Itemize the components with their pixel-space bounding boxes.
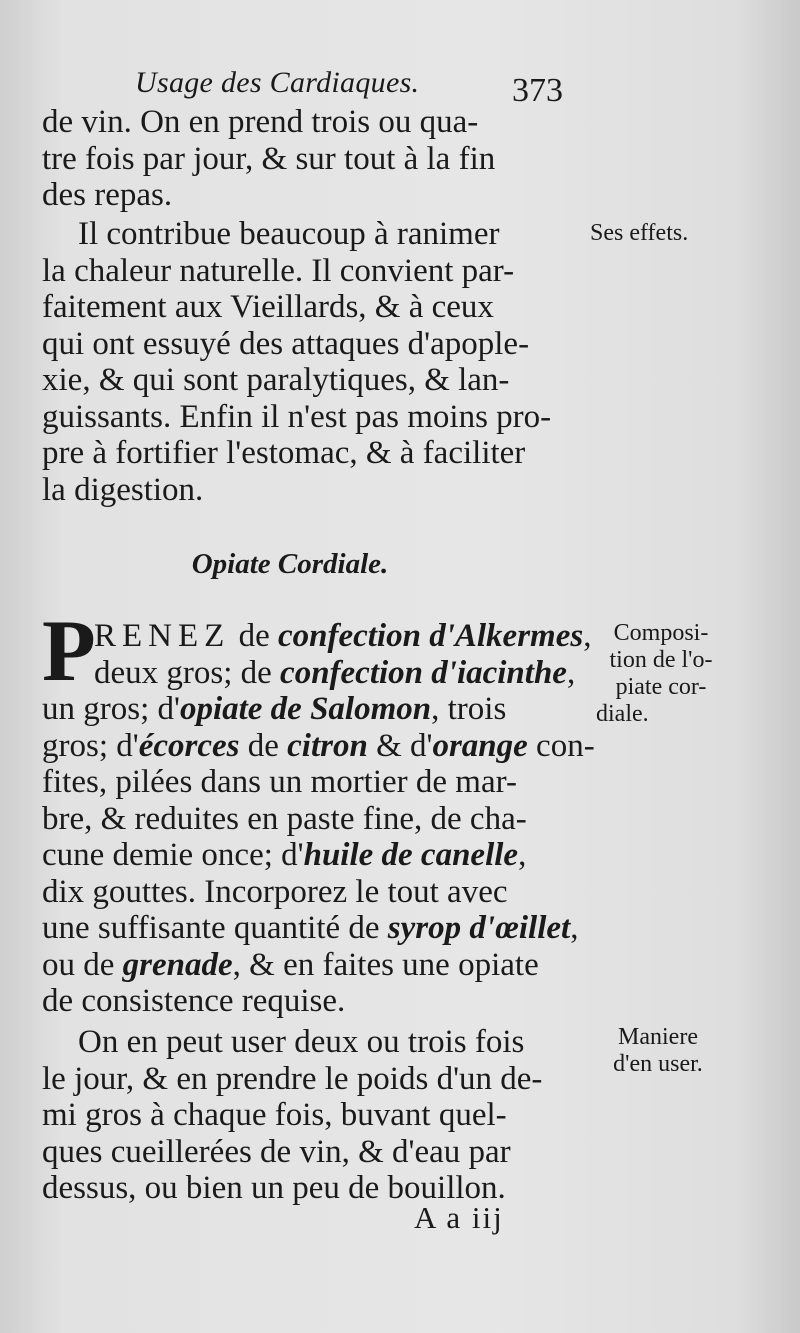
margin-note-line: tion de l'o- <box>609 647 713 673</box>
text-line: le jour, & en prendre le poids d'un de- <box>42 1060 543 1097</box>
text-line: fites, pilées dans un mortier de mar- <box>42 764 517 800</box>
ingredient: confection d'iacinthe <box>280 654 567 691</box>
running-header-title: Usage des Cardiaques. <box>135 66 420 99</box>
text-run: une suffisante quantité de <box>42 910 388 946</box>
ingredient: syrop d'œillet <box>387 910 571 946</box>
section-title: Opiate Cordiale. <box>191 548 389 580</box>
text-run: , <box>518 837 527 873</box>
text-line: guissants. Enfin il n'est pas moins pro- <box>42 398 552 435</box>
text-line: tre fois par jour, & sur tout à la fin <box>42 140 496 177</box>
text-line: dix gouttes. Incorporez le tout avec <box>42 873 508 910</box>
margin-note-line: d'en user. <box>613 1051 703 1077</box>
recipe-paragraph <box>42 618 595 1020</box>
margin-note-effets <box>590 220 688 247</box>
text-line <box>42 947 590 984</box>
ingredient: grenade <box>122 946 233 983</box>
text-line: la chaleur naturelle. Il convient par- <box>42 252 515 289</box>
text-run: un gros; d' <box>42 691 180 727</box>
margin-note-line: diale. <box>596 701 649 727</box>
margin-note-line: piate cor- <box>615 674 707 700</box>
text-line: On en peut user deux ou trois fois <box>78 1024 525 1060</box>
drop-cap: P <box>42 603 96 700</box>
page-number: 373 <box>512 72 563 109</box>
text-line: dessus, ou bien un peu de bouillon. <box>42 1170 506 1206</box>
paragraph-2 <box>42 216 590 508</box>
ingredient: citron <box>287 727 368 764</box>
text-run: , <box>566 654 576 691</box>
text-run: con- <box>527 727 595 764</box>
margin-note-line: Maniere <box>618 1024 698 1050</box>
text-run: , & en faites une opiate <box>232 946 539 983</box>
text-line <box>42 837 590 874</box>
text-line: bre, & reduites en paste fine, de cha- <box>42 800 527 837</box>
ingredient: orange <box>432 727 528 764</box>
paragraph-1 <box>42 104 590 214</box>
ingredient: confection d'Alkermes <box>277 618 584 654</box>
text-line: de vin. On en prend trois ou qua- <box>42 104 479 140</box>
text-line <box>42 910 590 947</box>
text-run: cune demie once; d' <box>42 837 304 873</box>
text-line: de consistence requise. <box>42 983 346 1019</box>
text-line: Il contribue beaucoup à ranimer <box>78 216 500 252</box>
ingredient: opiate de Salomon <box>179 691 432 727</box>
text-line <box>42 655 590 692</box>
text-line: faitement aux Vieillards, & à ceux <box>42 289 494 325</box>
small-caps-word: RENEZ <box>94 618 231 654</box>
text-line <box>42 691 590 728</box>
margin-note-line: Composi- <box>613 620 709 646</box>
text-line: des repas. <box>42 177 173 213</box>
text-line: pre à fortifier l'estomac, & à faciliter <box>42 435 526 471</box>
text-run: , <box>570 910 579 946</box>
text-line: qui ont essuyé des attaques d'apople- <box>42 325 530 362</box>
ingredient: huile de canelle <box>303 837 519 873</box>
text-run: , <box>583 618 592 654</box>
text-run: de <box>230 618 278 654</box>
text-run: & d' <box>367 727 433 764</box>
text-run: ou de <box>42 946 123 983</box>
text-line <box>42 727 595 765</box>
signature-mark: A a iij <box>414 1200 504 1235</box>
text-line <box>42 618 590 655</box>
ingredient: écorces <box>138 727 240 764</box>
margin-note-line: Ses effets. <box>590 220 689 246</box>
text-line: mi gros à chaque fois, buvant quel- <box>42 1097 507 1133</box>
text-run: gros; d' <box>42 727 139 764</box>
margin-note-maniere <box>598 1024 718 1078</box>
paragraph-4 <box>42 1024 590 1207</box>
text-line: la digestion. <box>42 471 204 508</box>
text-run: , trois <box>431 691 507 727</box>
text-run: deux gros; de <box>94 654 281 691</box>
text-line: ques cueillerées de vin, & d'eau par <box>42 1133 511 1170</box>
text-line: xie, & qui sont paralytiques, & lan- <box>42 362 510 398</box>
margin-note-composition <box>596 620 726 728</box>
text-run: de <box>239 727 288 764</box>
